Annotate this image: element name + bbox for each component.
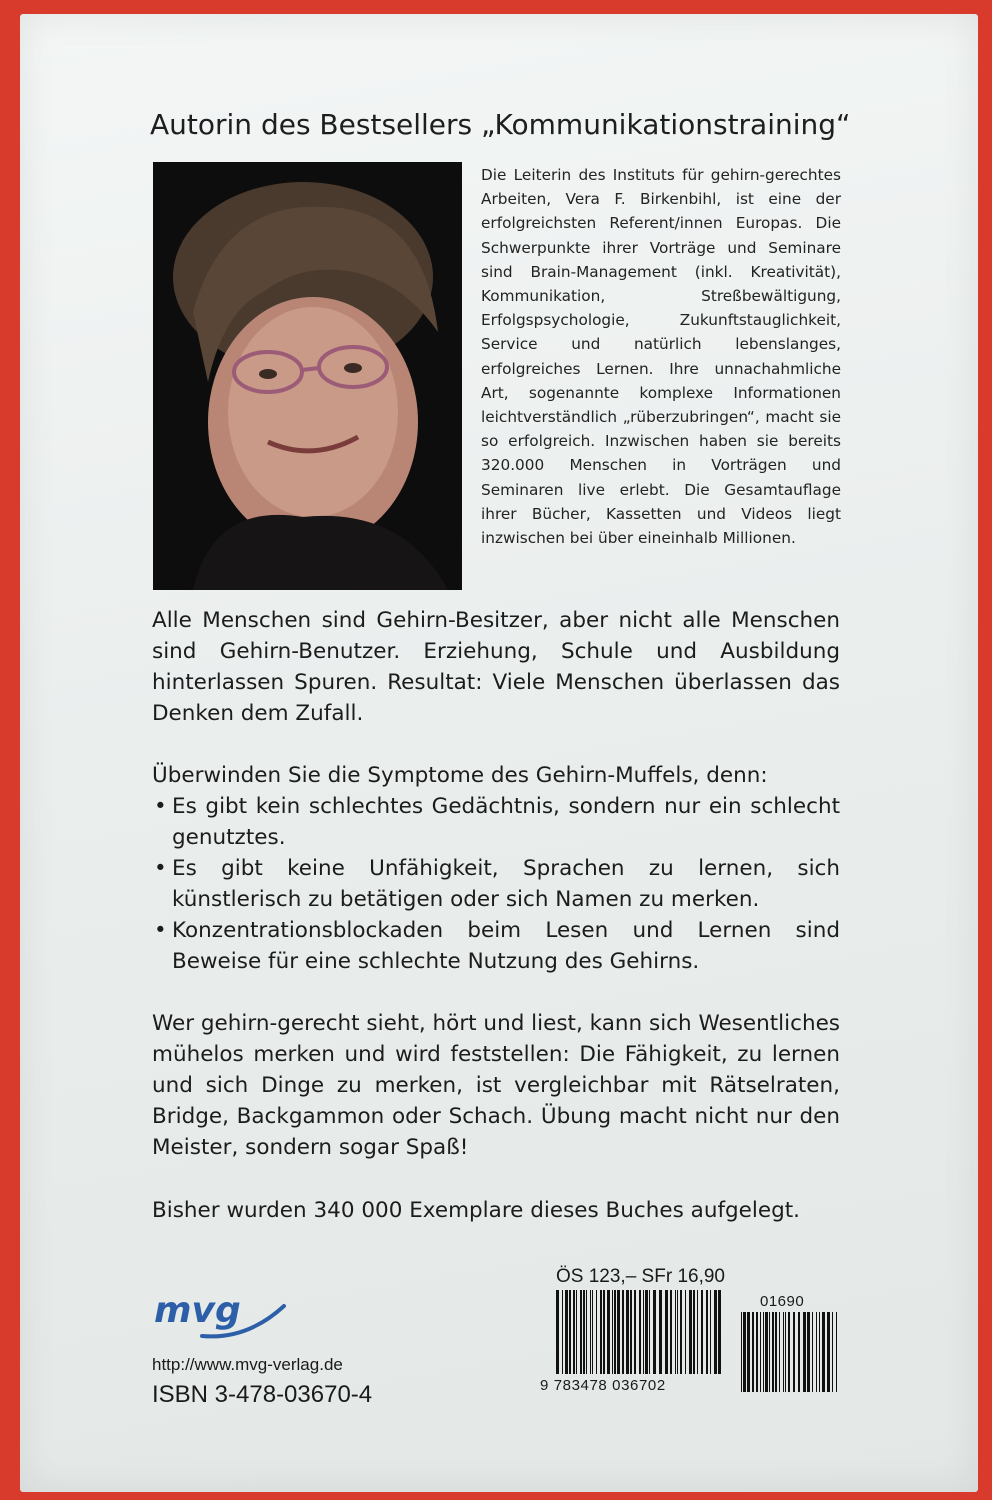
isbn: ISBN 3-478-03670-4 — [152, 1381, 373, 1408]
barcode-bar — [580, 1290, 582, 1374]
barcode-digits: 9 783478 036702 — [540, 1377, 666, 1394]
paragraph-brain-friendly-text: Wer gehirn-gerecht sieht, hört und liest, kann sich Wesentliches mühelos merken und wird feststellen: Die Fähigkeit, zu lernen und sich Dinge zu merken, ist vergleichbar mit Rätselraten, Bridge, Backgammon oder Schach. Übung macht nicht nur den Meister, sondern sogar Spaß! — [152, 1011, 840, 1160]
barcode-bar — [573, 1290, 575, 1374]
barcode-bar — [827, 1312, 830, 1392]
barcode-bar — [626, 1290, 629, 1374]
barcode-bar — [714, 1290, 717, 1374]
mvg-logo-icon — [152, 1288, 292, 1344]
barcode-bar — [788, 1312, 790, 1392]
barcode-bar — [769, 1312, 770, 1392]
barcode-bar — [665, 1290, 668, 1374]
barcode-bar — [779, 1312, 780, 1392]
barcode-bar — [596, 1290, 597, 1374]
barcode-bar — [565, 1290, 568, 1374]
barcode-bar — [689, 1290, 692, 1374]
barcode-bar — [586, 1290, 587, 1374]
barcode-bar — [765, 1312, 768, 1392]
barcode-bar — [607, 1290, 610, 1374]
list-item — [152, 915, 840, 977]
bullet-icon: • — [154, 794, 167, 819]
barcode-bar — [697, 1290, 698, 1374]
list-item-text: Es gibt kein schlechtes Gedächtnis, sondern nur ein schlecht genutztes. — [172, 794, 840, 850]
barcode-bar — [701, 1290, 703, 1374]
barcode-bar — [752, 1312, 754, 1392]
bullet-icon: • — [154, 856, 167, 881]
barcode-bar — [706, 1290, 708, 1374]
barcode-bar — [612, 1290, 613, 1374]
barcode-bar — [680, 1290, 682, 1374]
barcode-bar — [741, 1312, 742, 1392]
barcode-bar — [659, 1290, 662, 1374]
author-photo — [153, 162, 462, 590]
barcode-bar — [812, 1312, 813, 1392]
paragraph-brain-owners-text: Alle Menschen sind Gehirn-Besitzer, aber nicht alle Menschen sind Gehirn-Benutzer. Erziehung, Schule und Ausbildung hinterlassen Spuren. Resultat: Viele Menschen überlassen das Denken dem Zufall. — [152, 608, 840, 726]
barcode-bar — [783, 1312, 784, 1392]
barcode-main — [556, 1290, 722, 1374]
barcode-bar — [639, 1290, 641, 1374]
barcode-bar — [710, 1290, 711, 1374]
barcode-bar — [793, 1312, 795, 1392]
barcode-bar — [756, 1312, 758, 1392]
author-bio-text: Die Leiterin des Instituts für gehirn-gerechtes Arbeiten, Vera F. Birkenbihl, ist eine der erfolgreichsten Referent/innen Europas. Die Schwerpunkte ihrer Vorträge und Seminare sind Brain-Management (inkl. Kreativität), Kommunikation, Streßbewältigung, Erfolgspsychologie, Zukunftstauglichkeit, Service und natürlich lebenslanges, erfolgreiches Lernen. Ihre unnachahmliche Art, sogenannte komplexe Informationen leichtverständlich „rüberzubringen“, macht sie so erfolgreich. Inzwischen haben sie bereits 320.000 Menschen in Vorträgen und Seminaren live erlebt. Die Gesamtauflage ihrer Bücher, Kassetten und Videos liegt inzwischen bei über eineinhalb Millionen. — [481, 166, 841, 548]
copies-note — [152, 1195, 840, 1226]
barcode-bar — [685, 1290, 686, 1374]
barcode-bar — [622, 1290, 624, 1374]
barcode-bar — [832, 1312, 833, 1392]
barcode-bar — [747, 1312, 750, 1392]
barcode-bar — [785, 1312, 786, 1392]
list-item-text: Es gibt keine Unfähigkeit, Sprachen zu lernen, sich künstlerisch zu betätigen oder sich Namen zu merken. — [172, 856, 840, 912]
bullet-icon: • — [154, 918, 167, 943]
barcode-bar — [630, 1290, 632, 1374]
publisher-url: http://www.mvg-verlag.de — [152, 1355, 343, 1374]
barcode-bar — [569, 1290, 571, 1374]
barcode-bar — [677, 1290, 678, 1374]
mvg-logo-text: mvg — [154, 1290, 241, 1331]
barcode-bar — [617, 1290, 620, 1374]
barcode-bar — [775, 1312, 777, 1392]
barcode-bar — [614, 1290, 616, 1374]
barcode-bar — [649, 1290, 650, 1374]
barcode-bar — [653, 1290, 656, 1374]
barcode-bar — [743, 1312, 746, 1392]
barcode-addon — [741, 1312, 837, 1392]
headline: Autorin des Bestsellers „Kommunikationstraining“ — [150, 108, 851, 141]
barcode-bar — [816, 1312, 817, 1392]
paragraph-brain-friendly — [152, 1008, 840, 1163]
list-item-text: Konzentrationsblockaden beim Lesen und Lernen sind Beweise für eine schlechte Nutzung des Gehirns. — [172, 918, 840, 974]
barcode-bar — [576, 1290, 577, 1374]
barcode-bar — [675, 1290, 676, 1374]
list-item — [152, 853, 840, 915]
barcode-bar — [819, 1312, 820, 1392]
barcode-bar — [718, 1290, 721, 1374]
barcode-bar — [763, 1312, 764, 1392]
symptoms-section — [152, 760, 840, 977]
author-bio — [481, 163, 841, 550]
copies-note-text: Bisher wurden 340 000 Exemplare dieses Buches aufgelegt. — [152, 1198, 801, 1223]
barcode-bar — [772, 1312, 774, 1392]
mvg-logo — [152, 1288, 292, 1344]
paragraph-brain-owners — [152, 605, 840, 729]
barcode-bar — [836, 1312, 837, 1392]
list-item — [152, 791, 840, 853]
author-portrait-illustration — [153, 162, 462, 590]
barcode-bar — [807, 1312, 810, 1392]
symptoms-intro: Überwinden Sie die Symptome des Gehirn-Muffels, denn: — [152, 763, 768, 788]
barcode-bar — [592, 1290, 593, 1374]
barcode-bar — [583, 1290, 585, 1374]
barcode-bar — [693, 1290, 695, 1374]
price-label: ÖS 123,– SFr 16,90 — [556, 1266, 725, 1287]
barcode-bar — [798, 1312, 800, 1392]
barcode-bar — [670, 1290, 672, 1374]
barcode-bar — [562, 1290, 563, 1374]
barcode-bar — [643, 1290, 644, 1374]
barcode-bar — [760, 1312, 761, 1392]
barcode-addon-digits: 01690 — [760, 1293, 805, 1310]
barcode-bar — [822, 1312, 825, 1392]
barcode-bar — [603, 1290, 605, 1374]
barcode-bar — [556, 1290, 559, 1374]
barcode-bar — [600, 1290, 602, 1374]
barcode-bar — [803, 1312, 806, 1392]
barcode-bar — [590, 1290, 591, 1374]
symptoms-list — [152, 791, 840, 977]
barcode-bar — [645, 1290, 648, 1374]
barcode-bar — [634, 1290, 636, 1374]
